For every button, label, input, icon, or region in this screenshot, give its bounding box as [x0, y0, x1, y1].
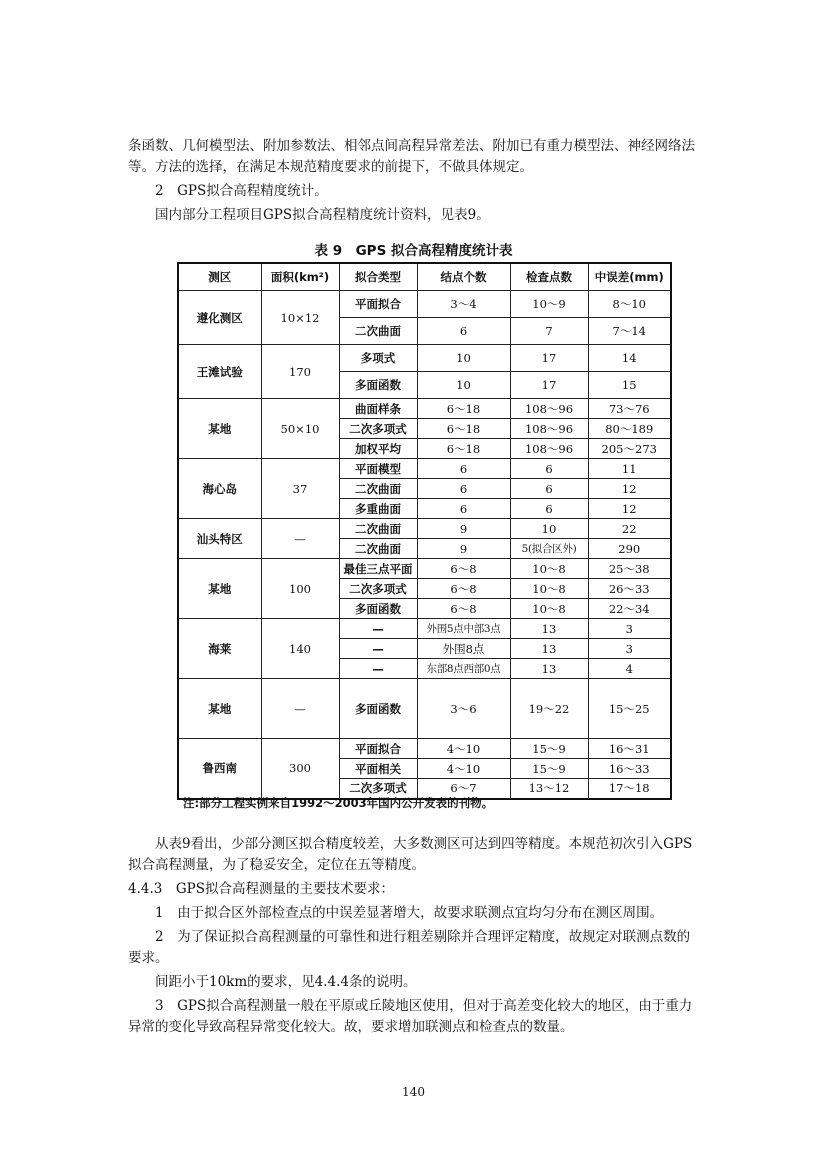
- error-cell: 3: [588, 619, 671, 639]
- nodes-cell: 6: [417, 459, 510, 479]
- nodes-cell: 6～7: [417, 779, 510, 799]
- nodes-cell: 3～6: [417, 679, 510, 739]
- paragraph: 从表9看出，少部分测区拟合精度较差，大多数测区可达到四等精度。本规范初次引入GPS拟合高程测量，为了稳妥安全，定位在五等精度。: [128, 836, 693, 873]
- region-cell: 汕头特区: [178, 519, 261, 559]
- checks-cell: 13: [510, 639, 588, 659]
- region-cell: 王滩试验: [178, 345, 261, 399]
- error-cell: 14: [588, 345, 671, 372]
- checks-cell: 108～96: [510, 439, 588, 459]
- area-cell: 140: [261, 619, 339, 679]
- nodes-cell: 10: [417, 345, 510, 372]
- checks-cell: 17: [510, 345, 588, 372]
- error-cell: 11: [588, 459, 671, 479]
- method-cell: —: [339, 619, 417, 639]
- nodes-cell: 6: [417, 499, 510, 519]
- checks-cell: 108～96: [510, 399, 588, 419]
- paragraph: 2 GPS拟合高程精度统计。: [155, 183, 328, 199]
- header-nodes: 结点个数: [417, 263, 510, 291]
- nodes-cell: 10: [417, 372, 510, 399]
- method-cell: 曲面样条: [339, 399, 417, 419]
- error-cell: 12: [588, 499, 671, 519]
- checks-cell: 19～22: [510, 679, 588, 739]
- table-row: [178, 679, 671, 739]
- region-cell: 某地: [178, 679, 261, 739]
- method-cell: 多面函数: [339, 679, 417, 739]
- nodes-cell: 6～8: [417, 559, 510, 579]
- table-row: [178, 559, 671, 579]
- nodes-cell: 6: [417, 318, 510, 345]
- error-cell: 17～18: [588, 779, 671, 799]
- error-cell: 290: [588, 539, 671, 559]
- error-cell: 205～273: [588, 439, 671, 459]
- method-cell: 多项式: [339, 345, 417, 372]
- gps-accuracy-table: [177, 262, 672, 800]
- nodes-cell: 外围8点: [417, 639, 510, 659]
- checks-cell: 10～8: [510, 579, 588, 599]
- area-cell: —: [261, 679, 339, 739]
- table-row: [178, 459, 671, 479]
- method-cell: 二次多项式: [339, 779, 417, 799]
- region-cell: 某地: [178, 399, 261, 459]
- error-cell: 26～33: [588, 579, 671, 599]
- nodes-cell: 9: [417, 539, 510, 559]
- error-cell: 80～189: [588, 419, 671, 439]
- paragraph: 4.4.3 GPS拟合高程测量的主要技术要求：: [128, 881, 394, 897]
- nodes-cell: 3～4: [417, 291, 510, 318]
- error-cell: 15～25: [588, 679, 671, 739]
- nodes-cell: 东部8点西部0点: [417, 659, 510, 679]
- nodes-cell: 4～10: [417, 739, 510, 759]
- method-cell: 二次曲面: [339, 519, 417, 539]
- table-header-row: [178, 263, 671, 291]
- checks-cell: 17: [510, 372, 588, 399]
- checks-cell: 6: [510, 479, 588, 499]
- error-cell: 4: [588, 659, 671, 679]
- nodes-cell: 6～18: [417, 399, 510, 419]
- error-cell: 7～14: [588, 318, 671, 345]
- error-cell: 16～33: [588, 759, 671, 779]
- region-cell: 遵化测区: [178, 291, 261, 345]
- nodes-cell: 6: [417, 479, 510, 499]
- nodes-cell: 6～8: [417, 579, 510, 599]
- method-cell: 平面相关: [339, 759, 417, 779]
- method-cell: 平面拟合: [339, 291, 417, 318]
- header-checks: 检查点数: [510, 263, 588, 291]
- region-cell: 鲁西南: [178, 739, 261, 799]
- method-cell: 平面拟合: [339, 739, 417, 759]
- area-cell: —: [261, 519, 339, 559]
- area-cell: 100: [261, 559, 339, 619]
- page-number: 140: [402, 1085, 425, 1099]
- checks-cell: 6: [510, 459, 588, 479]
- method-cell: —: [339, 639, 417, 659]
- method-cell: 多面函数: [339, 372, 417, 399]
- checks-cell: 13～12: [510, 779, 588, 799]
- method-cell: 加权平均: [339, 439, 417, 459]
- table-note: 注:部分工程实例来自1992～2003年国内公开发表的刊物。: [183, 796, 494, 810]
- checks-cell: 7: [510, 318, 588, 345]
- error-cell: 73～76: [588, 399, 671, 419]
- method-cell: 多面函数: [339, 599, 417, 619]
- header-method: 拟合类型: [339, 263, 417, 291]
- error-cell: 8～10: [588, 291, 671, 318]
- method-cell: 二次曲面: [339, 479, 417, 499]
- checks-cell: 10～8: [510, 559, 588, 579]
- paragraph: 国内部分工程项目GPS拟合高程精度统计资料，见表9。: [155, 207, 490, 223]
- paragraph: 1 由于拟合区外部检查点的中误差显著增大，故要求联测点宜均匀分布在测区周围。: [155, 905, 664, 921]
- error-cell: 25～38: [588, 559, 671, 579]
- checks-cell: 13: [510, 619, 588, 639]
- method-cell: —: [339, 659, 417, 679]
- checks-cell: 15～9: [510, 759, 588, 779]
- region-cell: 海心岛: [178, 459, 261, 519]
- table-row: [178, 291, 671, 318]
- nodes-cell: 外围5点中部3点: [417, 619, 510, 639]
- nodes-cell: 6～18: [417, 419, 510, 439]
- area-cell: 37: [261, 459, 339, 519]
- paragraph: 2 为了保证拟合高程测量的可靠性和进行粗差剔除并合理评定精度，故规定对联测点数的要求。: [128, 929, 691, 966]
- checks-cell: 10: [510, 519, 588, 539]
- error-cell: 22～34: [588, 599, 671, 619]
- table-row: [178, 519, 671, 539]
- method-cell: 二次曲面: [339, 318, 417, 345]
- region-cell: 海莱: [178, 619, 261, 679]
- paragraph: 间距小于10km的要求，见4.4.4条的说明。: [155, 974, 417, 990]
- method-cell: 二次曲面: [339, 539, 417, 559]
- table-row: [178, 399, 671, 419]
- method-cell: 多重曲面: [339, 499, 417, 519]
- table-row: [178, 619, 671, 639]
- table-row: [178, 739, 671, 759]
- error-cell: 12: [588, 479, 671, 499]
- error-cell: 16～31: [588, 739, 671, 759]
- checks-cell: 6: [510, 499, 588, 519]
- nodes-cell: 6～8: [417, 599, 510, 619]
- nodes-cell: 4～10: [417, 759, 510, 779]
- error-cell: 15: [588, 372, 671, 399]
- area-cell: 10×12: [261, 291, 339, 345]
- nodes-cell: 9: [417, 519, 510, 539]
- paragraph: 3 GPS拟合高程测量一般在平原或丘陵地区使用，但对于高差变化较大的地区，由于重力异常的变化导致高程异常变化较大。故，要求增加联测点和检查点的数量。: [128, 998, 693, 1035]
- area-cell: 170: [261, 345, 339, 399]
- method-cell: 最佳三点平面: [339, 559, 417, 579]
- header-area: 面积(km²): [261, 263, 339, 291]
- checks-cell: 5(拟合区外): [510, 539, 588, 559]
- region-cell: 某地: [178, 559, 261, 619]
- checks-cell: 15～9: [510, 739, 588, 759]
- header-region: 测区: [178, 263, 261, 291]
- method-cell: 平面模型: [339, 459, 417, 479]
- checks-cell: 10～9: [510, 291, 588, 318]
- area-cell: 300: [261, 739, 339, 799]
- nodes-cell: 6～18: [417, 439, 510, 459]
- checks-cell: 13: [510, 659, 588, 679]
- method-cell: 二次多项式: [339, 419, 417, 439]
- paragraph: 条函数、几何模型法、附加参数法、相邻点间高程异常差法、附加已有重力模型法、神经网络法等。方法的选择，在满足本规范精度要求的前提下，不做具体规定。: [128, 138, 695, 175]
- error-cell: 3: [588, 639, 671, 659]
- header-error: 中误差(mm): [588, 263, 671, 291]
- error-cell: 22: [588, 519, 671, 539]
- checks-cell: 108～96: [510, 419, 588, 439]
- table-row: [178, 345, 671, 372]
- area-cell: 50×10: [261, 399, 339, 459]
- checks-cell: 10～8: [510, 599, 588, 619]
- table-caption: 表 9 GPS 拟合高程精度统计表: [314, 243, 513, 259]
- method-cell: 二次多项式: [339, 579, 417, 599]
